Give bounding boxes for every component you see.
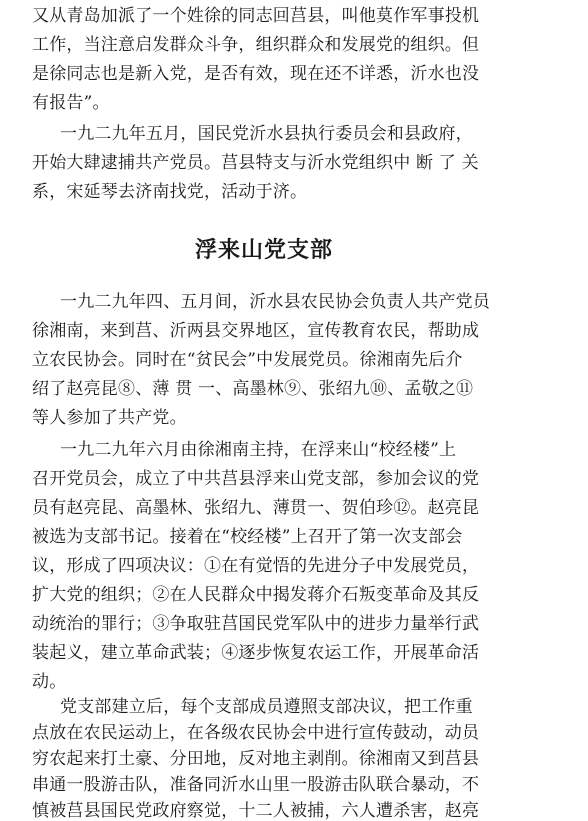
text-line: 一九二九年四、五月间，沂水县农民协会负责人共产党员 [60, 292, 490, 312]
text-line: 慎被莒县国民党政府察觉，十二人被捕，六人遭杀害，赵亮 [32, 801, 480, 821]
text-line: 开始大肆逮捕共产党员。莒县特支与沂水党组织中 断 了 关 [32, 153, 479, 173]
section-heading: 浮来山党支部 [194, 238, 333, 263]
text-line: 又从青岛加派了一个姓徐的同志回莒县，叫他莫作军事投机 [32, 6, 480, 26]
text-line: 等人参加了共产党。 [32, 408, 187, 428]
text-line: 装起义，建立革命武装；④逐步恢复农运工作，开展革命活 [32, 643, 480, 663]
text-line: 工作，当注意启发群众斗争，组织群众和发展党的组织。但 [32, 35, 480, 55]
text-line: 是徐同志也是新入党，是否有效，现在还不详悉，沂水也没 [32, 64, 480, 84]
text-line: 穷农起来打土豪、分田地，反对地主剥削。徐湘南又到莒县 [32, 749, 480, 769]
text-line: 点放在农民运动上，在各级农民协会中进行宣传鼓动，动员 [32, 723, 480, 743]
text-line: 扩大党的组织；②在人民群众中揭发蒋介石叛变革命及其反 [32, 585, 480, 605]
text-line: 动统治的罪行；③争取驻莒国民党军队中的进步力量举行武 [32, 614, 480, 634]
text-line: 员有赵亮昆、高墨林、张绍九、薄贯一、贺伯珍⑫。赵亮昆 [32, 498, 480, 518]
text-line: 徐湘南，来到莒、沂两县交界地区，宣传教育农民，帮助成 [32, 321, 480, 341]
text-line: 召开党员会，成立了中共莒县浮来山党支部，参加会议的党 [32, 469, 480, 489]
text-line: 系，宋延琴去济南找党，活动于济。 [32, 182, 308, 202]
text-line: 动。 [32, 672, 67, 692]
text-line: 议，形成了四项决议：①在有觉悟的先进分子中发展党员， [32, 556, 480, 576]
text-line: 有报告”。 [32, 93, 110, 113]
text-line: 党支部建立后，每个支部成员遵照支部决议，把工作重 [60, 697, 473, 717]
text-line: 串通一股游击队，准备同沂水山里一股游击队联合暴动，不 [32, 775, 480, 795]
text-line: 被选为支部书记。接着在“校经楼”上召开了第一次支部会 [32, 527, 463, 547]
text-line: 绍了赵亮昆⑧、薄 贯 一、高墨林⑨、张绍九⑩、孟敬之⑪ [32, 379, 474, 399]
text-line: 一九二九年六月由徐湘南主持，在浮来山“校经楼”上 [60, 440, 457, 460]
text-line: 一九二九年五月，国民党沂水县执行委员会和县政府， [60, 124, 473, 144]
text-line: 立农民协会。同时在“贫民会”中发展党员。徐湘南先后介 [32, 350, 463, 370]
